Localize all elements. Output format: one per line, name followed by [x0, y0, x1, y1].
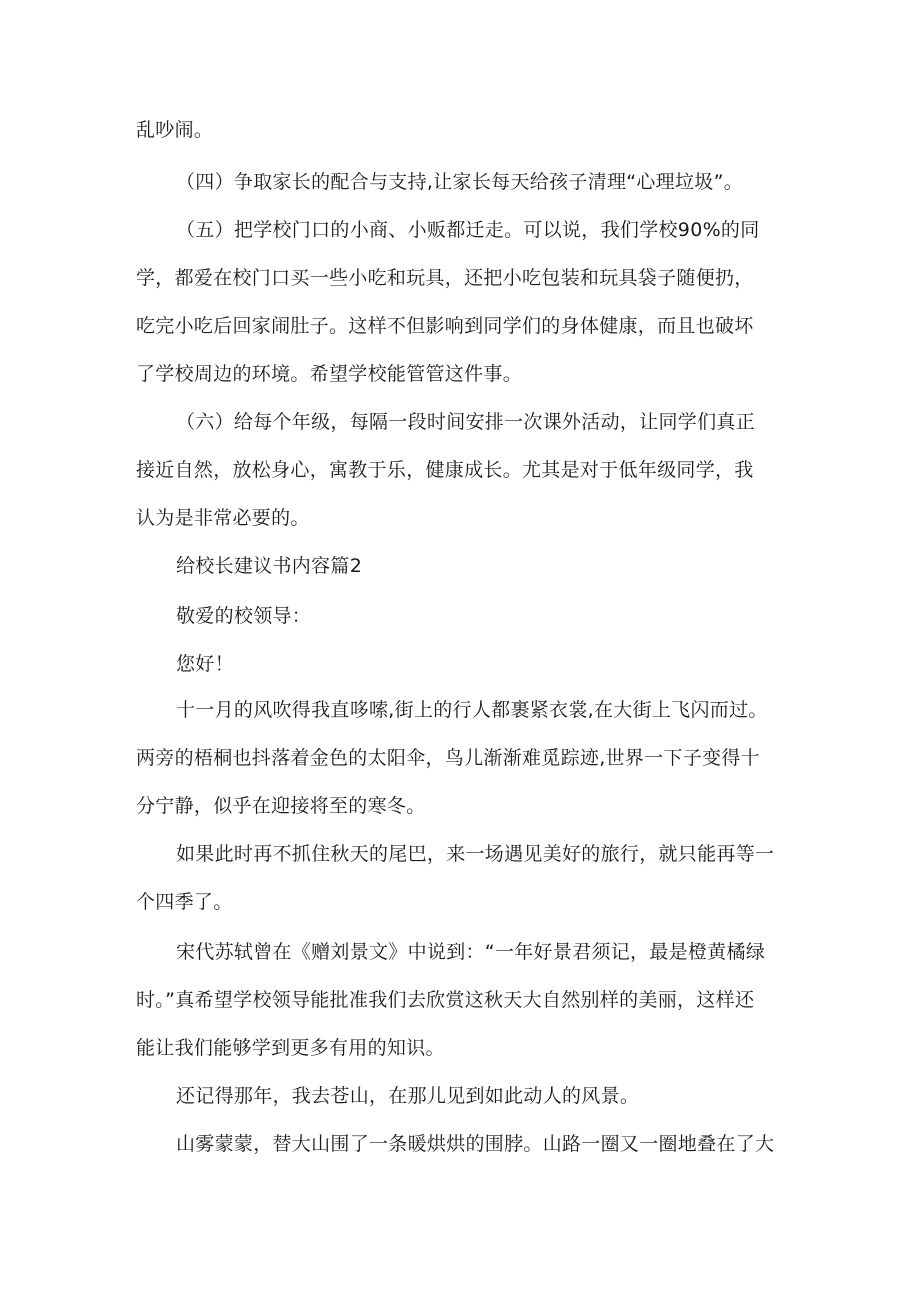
paragraph-continuation [136, 106, 796, 154]
text-line: 时。”真希望学校领导能批准我们去欣赏这秋天大自然别样的美丽，这样还 [136, 989, 755, 1011]
text-line: 乱吵闹。 [136, 119, 214, 141]
text-line: 两旁的梧桐也抖落着金色的太阳伞，鸟儿渐渐难觅踪迹,世界一下子变得十 [136, 747, 760, 769]
text-line: 分宁静，似乎在迎接将至的寒冬。 [136, 795, 426, 817]
paragraph-item-6 [136, 398, 796, 542]
salutation [136, 592, 796, 640]
paragraph-body [136, 928, 796, 1072]
text-line: 敬爱的校领导： [176, 605, 312, 627]
paragraph-item-4 [136, 158, 796, 206]
text-line: （四）争取家长的配合与支持,让家长每天给孩子清理“心理垃圾”。 [176, 171, 744, 193]
text-line: 了学校周边的环境。希望学校能管管这件事。 [136, 363, 523, 385]
text-line: 山雾蒙蒙，替大山围了一条暖烘烘的围脖。山路一圈又一圈地叠在了大 [176, 1133, 775, 1155]
paragraph-body [136, 1120, 796, 1168]
greeting [136, 640, 796, 688]
paragraph-body [136, 830, 796, 926]
text-line: 个四季了。 [136, 891, 233, 913]
text-line: 接近自然，放松身心，寓教于乐，健康成长。尤其是对于低年级同学，我 [136, 459, 754, 481]
paragraph-body [136, 1072, 796, 1120]
text-line: （六）给每个年级，每隔一段时间安排一次课外活动，让同学们真正 [176, 411, 756, 433]
text-line: 吃完小吃后回家闹肚子。这样不但影响到同学们的身体健康，而且也破坏 [136, 315, 754, 337]
paragraph-item-5 [136, 206, 796, 398]
text-line: 还记得那年，我去苍山，在那儿见到如此动人的风景。 [176, 1085, 640, 1107]
text-line: （五）把学校门口的小商、小贩都迁走。可以说，我们学校90%的同 [176, 219, 760, 241]
section-heading [136, 542, 796, 590]
paragraph-body [136, 686, 796, 830]
text-line: 学，都爱在校门口买一些小吃和玩具，还把小吃包装和玩具袋子随便扔， [136, 267, 754, 289]
text-line: 十一月的风吹得我直哆嗦,街上的行人都裹紧衣裳,在大街上飞闪而过。 [176, 699, 768, 721]
text-line: 能让我们能够学到更多有用的知识。 [136, 1037, 445, 1059]
text-line: 认为是非常必要的。 [136, 507, 310, 529]
text-line: 如果此时再不抓住秋天的尾巴，来一场遇见美好的旅行，就只能再等一 [176, 843, 775, 865]
text-line: 给校长建议书内容篇2 [176, 555, 363, 577]
text-line: 您好！ [176, 653, 234, 675]
text-line: 宋代苏轼曾在《赠刘景文》中说到：“一年好景君须记，最是橙黄橘绿 [176, 941, 766, 963]
